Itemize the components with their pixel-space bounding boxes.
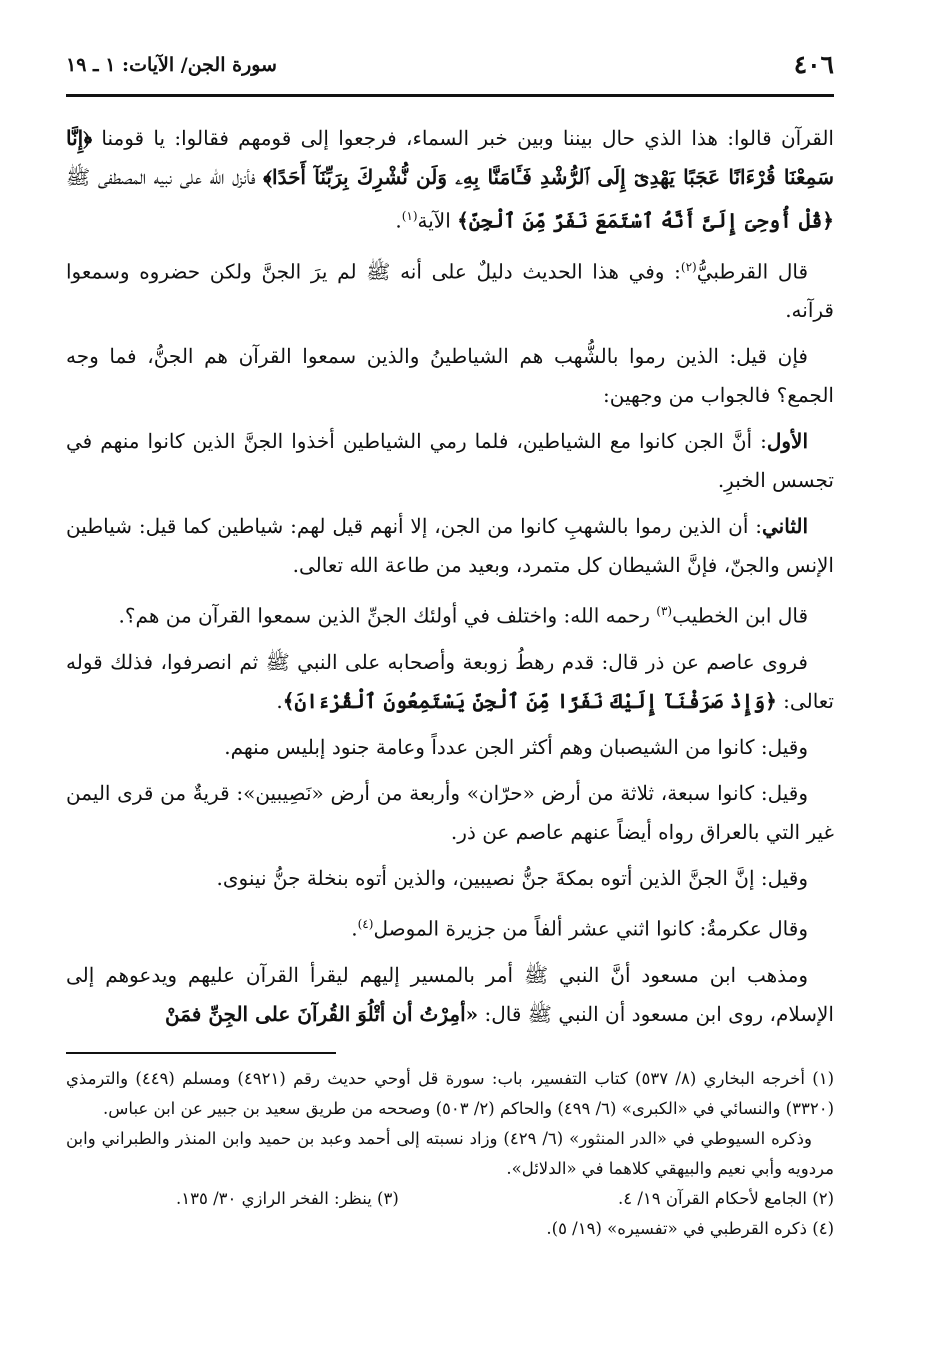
- footnote-ref: (٢): [680, 259, 697, 274]
- paragraph-p4: [66, 422, 834, 500]
- text-run: وقيل: كانوا سبعة، ثلاثة من أرض «حرّان» وأربعة من أرض «نَصِيبين»: قريةٌ من قرى اليمن غير التي بالعراق رواه أيضاً عنهم عاصم عن ذر.: [66, 780, 834, 844]
- quran-verse: ﴿إِنَّا سَمِعْنَا قُرْءَانًا عَجَبًا يَهْدِىٓ إِلَى ٱلرُّشْدِ فَـَٔامَنَّا بِهِۦ وَلَن نُّشْرِكَ بِرَبِّنَآ أَحَدًا﴾: [66, 126, 834, 189]
- paragraph-p11: [66, 905, 834, 949]
- footnote-ref: (٤): [357, 916, 374, 931]
- text-run: فأنزل الله على نبيه المصطفى ﷺ: [66, 165, 264, 189]
- book-page: [66, 48, 834, 1244]
- paragraph-p12: [66, 956, 834, 1034]
- running-header: [66, 48, 834, 97]
- paragraph-p8: [66, 728, 834, 767]
- footnote-3: (٣) ينظر: الفخر الرازي ٣٠/ ١٣٥.: [176, 1188, 399, 1208]
- text-run: قال ابن الخطيب: [672, 603, 808, 628]
- paragraph-p3: [66, 337, 834, 415]
- running-title: سورة الجن/ الآيات: ١ ـ ١٩: [66, 54, 277, 76]
- text-run: : أنَّ الجن كانوا مع الشياطين، فلما رمي الشياطين أخذوا الجنَّ الذين كانوا منهم في تجسس الخبرِ.: [66, 429, 834, 493]
- text-run: .: [276, 688, 283, 713]
- quran-verse: ﴿قُلْ أُوحِىَ إِلَىَّ أَنَّهُ ٱسْتَمَعَ نَفَرٌ مِّنَ ٱلْجِنِّ﴾: [457, 208, 834, 233]
- text-run: ومذهب ابن مسعود أنَّ النبي ﷺ أمر بالمسير إليهم ليقرأ القرآن عليهم ويدعوهم إلى الإسلام، روى ابن مسعود أن النبي ﷺ قال:: [66, 962, 834, 1026]
- footnote-ref: (١): [401, 209, 418, 223]
- paragraph-p6: [66, 592, 834, 636]
- main-text: [66, 119, 834, 1034]
- footnote-4: (٤) ذكره القرطبي في «تفسيره» (١٩/ ٥).: [546, 1218, 834, 1238]
- text-run: رحمه الله: واختلف في أولئك الجنِّ الذين سمعوا القرآن من هم؟.: [118, 603, 657, 628]
- paragraph-p5: [66, 507, 834, 585]
- footnotes: [66, 1064, 834, 1244]
- text-run: وقيل: إنَّ الجنَّ الذين أتوه بمكةَ جنُّ نصيبين، والذين أتوه بنخلة جنُّ نينوى.: [216, 865, 808, 890]
- bold-term: الثاني: [762, 514, 809, 539]
- text-run: قال القرطبيُّ: [696, 259, 809, 284]
- text-run: وقيل: كانوا من الشيصبان وهم أكثر الجن عدداً وعامة جنود إبليس منهم.: [224, 734, 808, 759]
- text-run: فإن قيل: الذين رموا بالشُّهب هم الشياطينُ والذين سمعوا القرآن هم الجنُّ، فما وجه الجمع؟ فالجواب من وجهين:: [66, 344, 834, 408]
- quran-verse: ﴿وَإِذْ صَرَفْنَآ إِلَيْكَ نَفَرًا مِّنَ ٱلْجِنِّ يَسْتَمِعُونَ ٱلْقُرْءَانَ﴾: [282, 688, 777, 713]
- bold-term: «أمِرْتُ أن أتْلُوَ القُرآنَ على الجِنِّ فمَنْ: [165, 1001, 479, 1026]
- text-run: وقال عكرمةُ: كانوا اثني عشر ألفاً من جزيرة الموصل: [373, 916, 808, 941]
- footnote-1-continued: وذكره السيوطي في «الدر المنثور» (٦/ ٤٢٩) وزاد نسبته إلى أحمد وعبد بن حميد وابن المنذر والطبراني وابن مردويه وأبي نعيم والبيهقي كلاهما في «الدلائل».: [66, 1128, 834, 1178]
- page-number: ٤٠٦: [793, 50, 834, 79]
- footnote-ref: (٣): [656, 604, 673, 619]
- text-run: : أن الذين رموا بالشهبِ كانوا من الجن، إلا أنهم قيل لهم: شياطين كما قيل: شياطين الإنس والجنّ، فإنَّ الشيطان كل متمرد، وبعيد من طاعة الله تعالى.: [66, 514, 834, 578]
- text-run: .: [351, 916, 358, 941]
- footnote-2: (٢) الجامع لأحكام القرآن ١٩/ ٤.: [617, 1188, 834, 1208]
- paragraph-p9: [66, 774, 834, 852]
- paragraph-p10: [66, 859, 834, 898]
- paragraph-p1: [66, 119, 834, 241]
- text-run: فروى عاصم عن ذر قال: قدم رهطُ زوبعة وأصحابه على النبي ﷺ ثم انصرفوا، فذلك قوله تعالى:: [66, 649, 834, 713]
- footnote-1: (١) أخرجه البخاري (٨/ ٥٣٧) كتاب التفسير، باب: سورة قل أوحي حديث رقم (٤٩٢١) ومسلم (٤٤٩) والترمذي (٣٣٢٠) والنسائي في «الكبرى» (٦/ ٤٩٩) والحاكم (٢/ ٥٠٣) وصححه من طريق سعيد بن جبير عن ابن عباس.: [66, 1068, 834, 1118]
- paragraph-p2: [66, 248, 834, 331]
- footnote-row-2-3: [66, 1184, 834, 1214]
- footnote-separator-wrap: [66, 1052, 834, 1054]
- text-run: : وفي هذا الحديث دليلٌ على أنه ﷺ لم يرَ الجنَّ ولكن حضروه وسمعوا قرآنه.: [66, 259, 834, 323]
- text-run: الآية: [417, 208, 458, 233]
- text-run: .: [395, 208, 402, 233]
- text-run: القرآن قالوا: هذا الذي حال بيننا وبين خبر السماء، فرجعوا إلى قومهم فقالوا: يا قومنا: [92, 126, 834, 150]
- paragraph-p7: [66, 643, 834, 721]
- footnote-separator: [66, 1052, 336, 1054]
- bold-term: الأول: [766, 429, 808, 454]
